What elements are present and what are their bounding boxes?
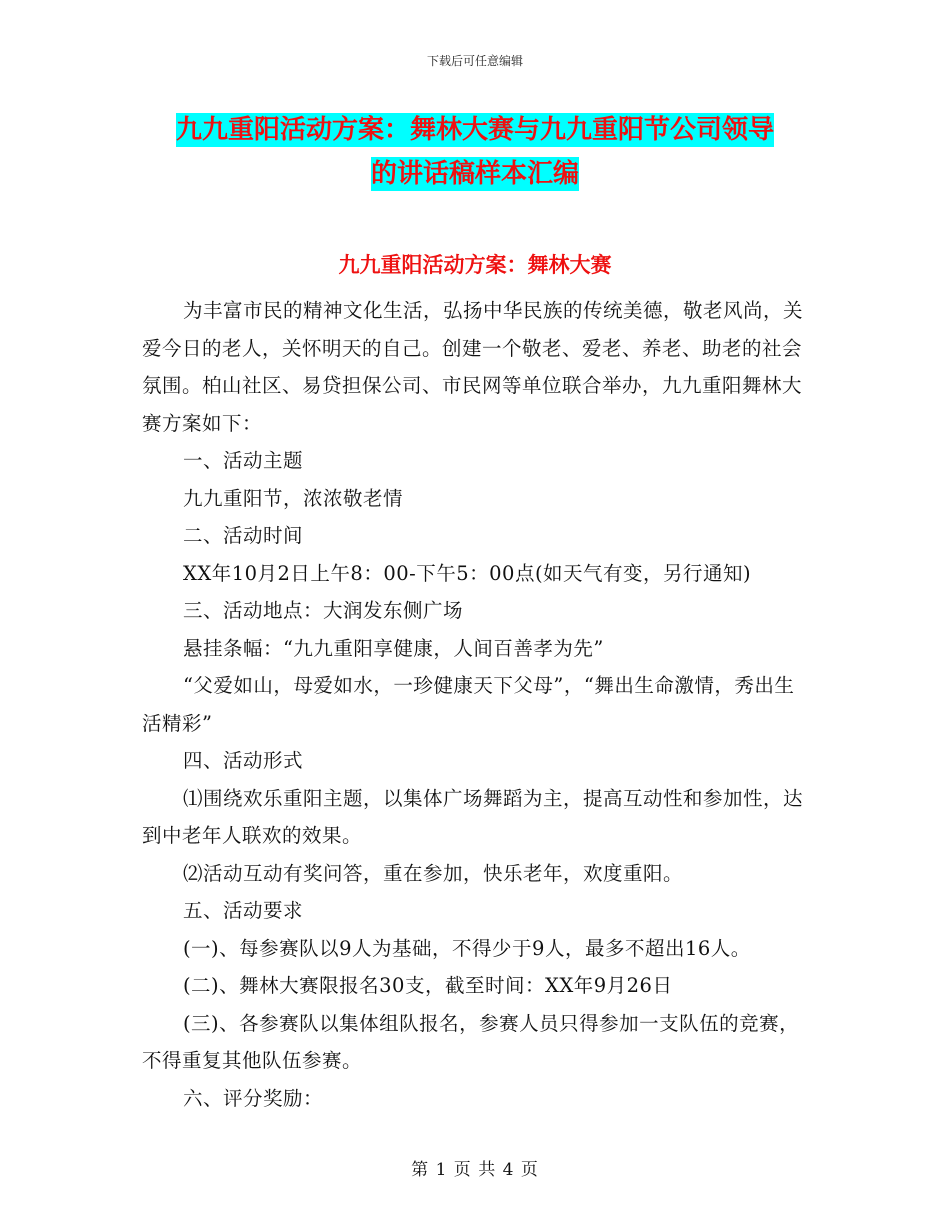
paragraph: 四、活动形式: [182, 749, 303, 772]
paragraph: (二)、舞林大赛限报名30支，截至时间：XX年9月26日: [182, 974, 673, 997]
document-title-line-2: [0, 157, 950, 191]
page-footer: 第 1 页 共 4 页: [411, 1160, 539, 1180]
paragraph: XX年10月2日上午8：00-下午5：00点(如天气有变，另行通知): [182, 561, 752, 585]
paragraph: 为丰富市民的精神文化生活，弘扬中华民族的传统美德，敬老风尚，关爱今日的老人，关怀明天的自己。创建一个敬老、爱老、养老、助老的社会氛围。柏山社区、易贷担保公司、市民网等单位联合举办，九九重阳舞林大赛方案如下：: [142, 299, 803, 435]
paragraph: “父爱如山，母爱如水，一珍健康天下父母”，“舞出生命激情，秀出生活精彩”: [142, 674, 795, 735]
header-note: 下载后可任意编辑: [426, 54, 523, 68]
section-title: 九九重阳活动方案：舞林大赛: [338, 253, 612, 277]
paragraph: 一、活动主题: [182, 449, 303, 472]
paragraph: (一)、每参赛队以9人为基础，不得少于9人，最多不超出16人。: [182, 936, 751, 960]
paragraph: 三、活动地点：大润发东侧广场: [182, 599, 463, 622]
document-body: [142, 292, 810, 1117]
paragraph: 悬挂条幅：“九九重阳享健康，人间百善孝为先”: [182, 636, 604, 660]
paragraph: 五、活动要求: [182, 899, 303, 922]
document-title-line-1: [0, 113, 950, 147]
paragraph: 九九重阳节，浓浓敬老情: [182, 486, 403, 510]
paragraph: 二、活动时间: [182, 524, 303, 547]
paragraph: 六、评分奖励：: [182, 1086, 323, 1110]
paragraph: ⑵活动互动有奖问答，重在参加，快乐老年，欢度重阳。: [182, 861, 683, 885]
paragraph: ⑴围绕欢乐重阳主题，以集体广场舞蹈为主，提高互动性和参加性，达到中老年人联欢的效果。: [142, 786, 803, 847]
title-line-1-text: 九九重阳活动方案：舞林大赛与九九重阳节公司领导: [175, 115, 774, 145]
paragraph: (三)、各参赛队以集体组队报名，参赛人员只得参加一支队伍的竞赛，不得重复其他队伍参赛。: [142, 1011, 800, 1072]
title-line-2-text: 的讲话稿样本汇编: [370, 159, 579, 189]
